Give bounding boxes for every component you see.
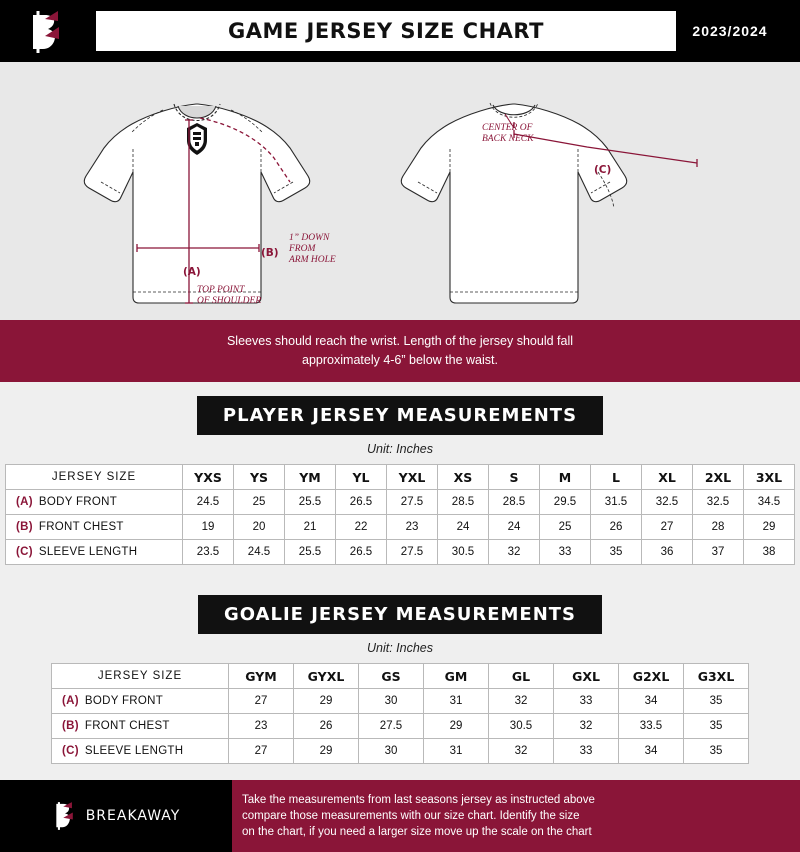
table-header-row [52, 664, 749, 689]
goalie-row-0-label [52, 689, 229, 714]
footer-line-0: Take the measurements from last seasons jersey as instructed above [242, 794, 595, 806]
cell: 35 [591, 540, 642, 565]
player-row-2-name: SLEEVE LENGTH [38, 546, 138, 558]
goalie-section [0, 581, 800, 780]
cell: 30 [359, 689, 424, 714]
cell: 33 [554, 689, 619, 714]
cell: 25.5 [285, 490, 336, 515]
goalie-col-0: GYM [229, 664, 294, 689]
breakaway-b-logo-icon [25, 9, 71, 53]
label-c-back: (C) [594, 164, 612, 176]
cell: 27 [229, 739, 294, 764]
cell: 34 [619, 689, 684, 714]
player-row-0-tag: (A) [16, 496, 33, 508]
cell: 20 [234, 515, 285, 540]
cell: 32 [554, 714, 619, 739]
cell: 28 [693, 515, 744, 540]
player-col-11: 3XL [744, 465, 795, 490]
cell: 29 [744, 515, 795, 540]
cell: 24.5 [234, 540, 285, 565]
jersey-diagram-svg [0, 62, 800, 320]
player-row-2-tag: (C) [16, 546, 33, 558]
cell: 25 [540, 515, 591, 540]
label-b-front: (B) [261, 247, 279, 259]
cell: 34 [619, 739, 684, 764]
cell: 26 [591, 515, 642, 540]
goalie-row-2-label [52, 739, 229, 764]
cell: 23.5 [183, 540, 234, 565]
goalie-col-2: GS [359, 664, 424, 689]
goalie-row-0-name: BODY FRONT [84, 695, 164, 707]
fit-note-line1: Sleeves should reach the wrist. Length of the jersey should fall [226, 334, 574, 348]
cell: 19 [183, 515, 234, 540]
breakaway-b-logo-icon [52, 801, 78, 831]
player-row-0-name: BODY FRONT [38, 496, 118, 508]
goalie-col-1: GYXL [294, 664, 359, 689]
cell: 31 [424, 739, 489, 764]
jersey-diagram [0, 62, 800, 320]
goalie-unit: Unit: Inches [366, 641, 433, 655]
player-heading: PLAYER JERSEY MEASUREMENTS [197, 396, 603, 435]
table-row [6, 540, 795, 565]
svg-text:OF SHOULDER: OF SHOULDER [197, 296, 262, 306]
player-row-1-label [6, 515, 183, 540]
cell: 29 [294, 739, 359, 764]
page-title-bar [96, 11, 676, 51]
player-row-2-label [6, 540, 183, 565]
goalie-heading: GOALIE JERSEY MEASUREMENTS [198, 595, 602, 634]
player-col-3: YL [336, 465, 387, 490]
player-col-10: 2XL [693, 465, 744, 490]
cell: 26 [294, 714, 359, 739]
section-spacer [0, 764, 800, 780]
player-col-4: YXL [387, 465, 438, 490]
footer-brand [0, 780, 232, 852]
goalie-col-6: G2XL [619, 664, 684, 689]
cell: 28.5 [489, 490, 540, 515]
goalie-col-4: GL [489, 664, 554, 689]
goalie-row-1-tag: (B) [62, 720, 79, 732]
goalie-heading-wrap [0, 581, 800, 634]
cell: 31.5 [591, 490, 642, 515]
table-header-row [6, 465, 795, 490]
cell: 22 [336, 515, 387, 540]
cell: 27.5 [387, 540, 438, 565]
table-row [52, 739, 749, 764]
table-row [6, 515, 795, 540]
cell: 27 [642, 515, 693, 540]
cell: 30.5 [438, 540, 489, 565]
cell: 30 [359, 739, 424, 764]
table-row [52, 714, 749, 739]
cell: 33 [554, 739, 619, 764]
svg-text:TOP POINT: TOP POINT [197, 285, 245, 295]
cell: 35 [684, 689, 749, 714]
cell: 31 [424, 689, 489, 714]
cell: 37 [693, 540, 744, 565]
player-col-7: M [540, 465, 591, 490]
svg-text:BACK NECK: BACK NECK [482, 134, 534, 144]
cell: 27.5 [387, 490, 438, 515]
cell: 24.5 [183, 490, 234, 515]
page-title: GAME JERSEY SIZE CHART [228, 19, 544, 43]
cell: 36 [642, 540, 693, 565]
footer-line-2: on the chart, if you need a larger size move up the scale on the chart [242, 826, 592, 838]
cell: 25.5 [285, 540, 336, 565]
cell: 27 [229, 689, 294, 714]
player-unit: Unit: Inches [366, 442, 433, 456]
cell: 29 [424, 714, 489, 739]
cell: 26.5 [336, 540, 387, 565]
player-col-1: YS [234, 465, 285, 490]
cell: 32 [489, 739, 554, 764]
cell: 30.5 [489, 714, 554, 739]
cell: 32 [489, 689, 554, 714]
player-col-5: XS [438, 465, 489, 490]
cell: 27.5 [359, 714, 424, 739]
svg-text:FROM: FROM [289, 244, 316, 254]
page-footer [0, 780, 800, 852]
cell: 32 [489, 540, 540, 565]
footer-instructions [232, 792, 800, 840]
goalie-col-5: GXL [554, 664, 619, 689]
cell: 24 [438, 515, 489, 540]
goalie-row-1-label [52, 714, 229, 739]
player-col-6: S [489, 465, 540, 490]
label-a-front: (A) [183, 266, 201, 278]
goalie-size-header: JERSEY SIZE [52, 664, 229, 689]
cell: 28.5 [438, 490, 489, 515]
cell: 29 [294, 689, 359, 714]
goalie-row-1-name: FRONT CHEST [84, 720, 170, 732]
player-section [0, 382, 800, 581]
cell: 26.5 [336, 490, 387, 515]
section-spacer [0, 565, 800, 581]
cell: 21 [285, 515, 336, 540]
fit-note [0, 320, 800, 382]
fit-note-line2: approximately 4-6” below the waist. [302, 353, 498, 367]
cell: 24 [489, 515, 540, 540]
cell: 38 [744, 540, 795, 565]
footer-brand-name: BREAKAWAY [85, 808, 181, 824]
goalie-row-2-tag: (C) [62, 745, 79, 757]
player-col-0: YXS [183, 465, 234, 490]
player-measurements-table [5, 464, 795, 565]
season-year: 2023/2024 [676, 11, 784, 51]
cell: 35 [684, 714, 749, 739]
goalie-row-2-name: SLEEVE LENGTH [84, 745, 184, 757]
goalie-row-0-tag: (A) [62, 695, 79, 707]
player-row-0-label [6, 490, 183, 515]
svg-text:1” DOWN: 1” DOWN [289, 233, 330, 243]
svg-text:ARM HOLE: ARM HOLE [289, 255, 336, 265]
goalie-measurements-table [51, 663, 749, 764]
player-heading-wrap [0, 382, 800, 435]
svg-text:CENTER OF: CENTER OF [482, 123, 533, 133]
cell: 32.5 [693, 490, 744, 515]
cell: 34.5 [744, 490, 795, 515]
goalie-col-3: GM [424, 664, 489, 689]
page-header [0, 0, 800, 62]
cell: 33.5 [619, 714, 684, 739]
cell: 25 [234, 490, 285, 515]
player-size-header: JERSEY SIZE [6, 465, 183, 490]
cell: 29.5 [540, 490, 591, 515]
player-row-1-name: FRONT CHEST [38, 521, 124, 533]
header-logo [0, 9, 96, 53]
cell: 23 [229, 714, 294, 739]
table-row [6, 490, 795, 515]
player-col-8: L [591, 465, 642, 490]
player-col-9: XL [642, 465, 693, 490]
table-row [52, 689, 749, 714]
cell: 32.5 [642, 490, 693, 515]
player-col-2: YM [285, 465, 336, 490]
cell: 35 [684, 739, 749, 764]
cell: 23 [387, 515, 438, 540]
goalie-col-7: G3XL [684, 664, 749, 689]
player-row-1-tag: (B) [16, 521, 33, 533]
cell: 33 [540, 540, 591, 565]
footer-line-1: compare those measurements with our size chart. Identify the size [242, 810, 580, 822]
